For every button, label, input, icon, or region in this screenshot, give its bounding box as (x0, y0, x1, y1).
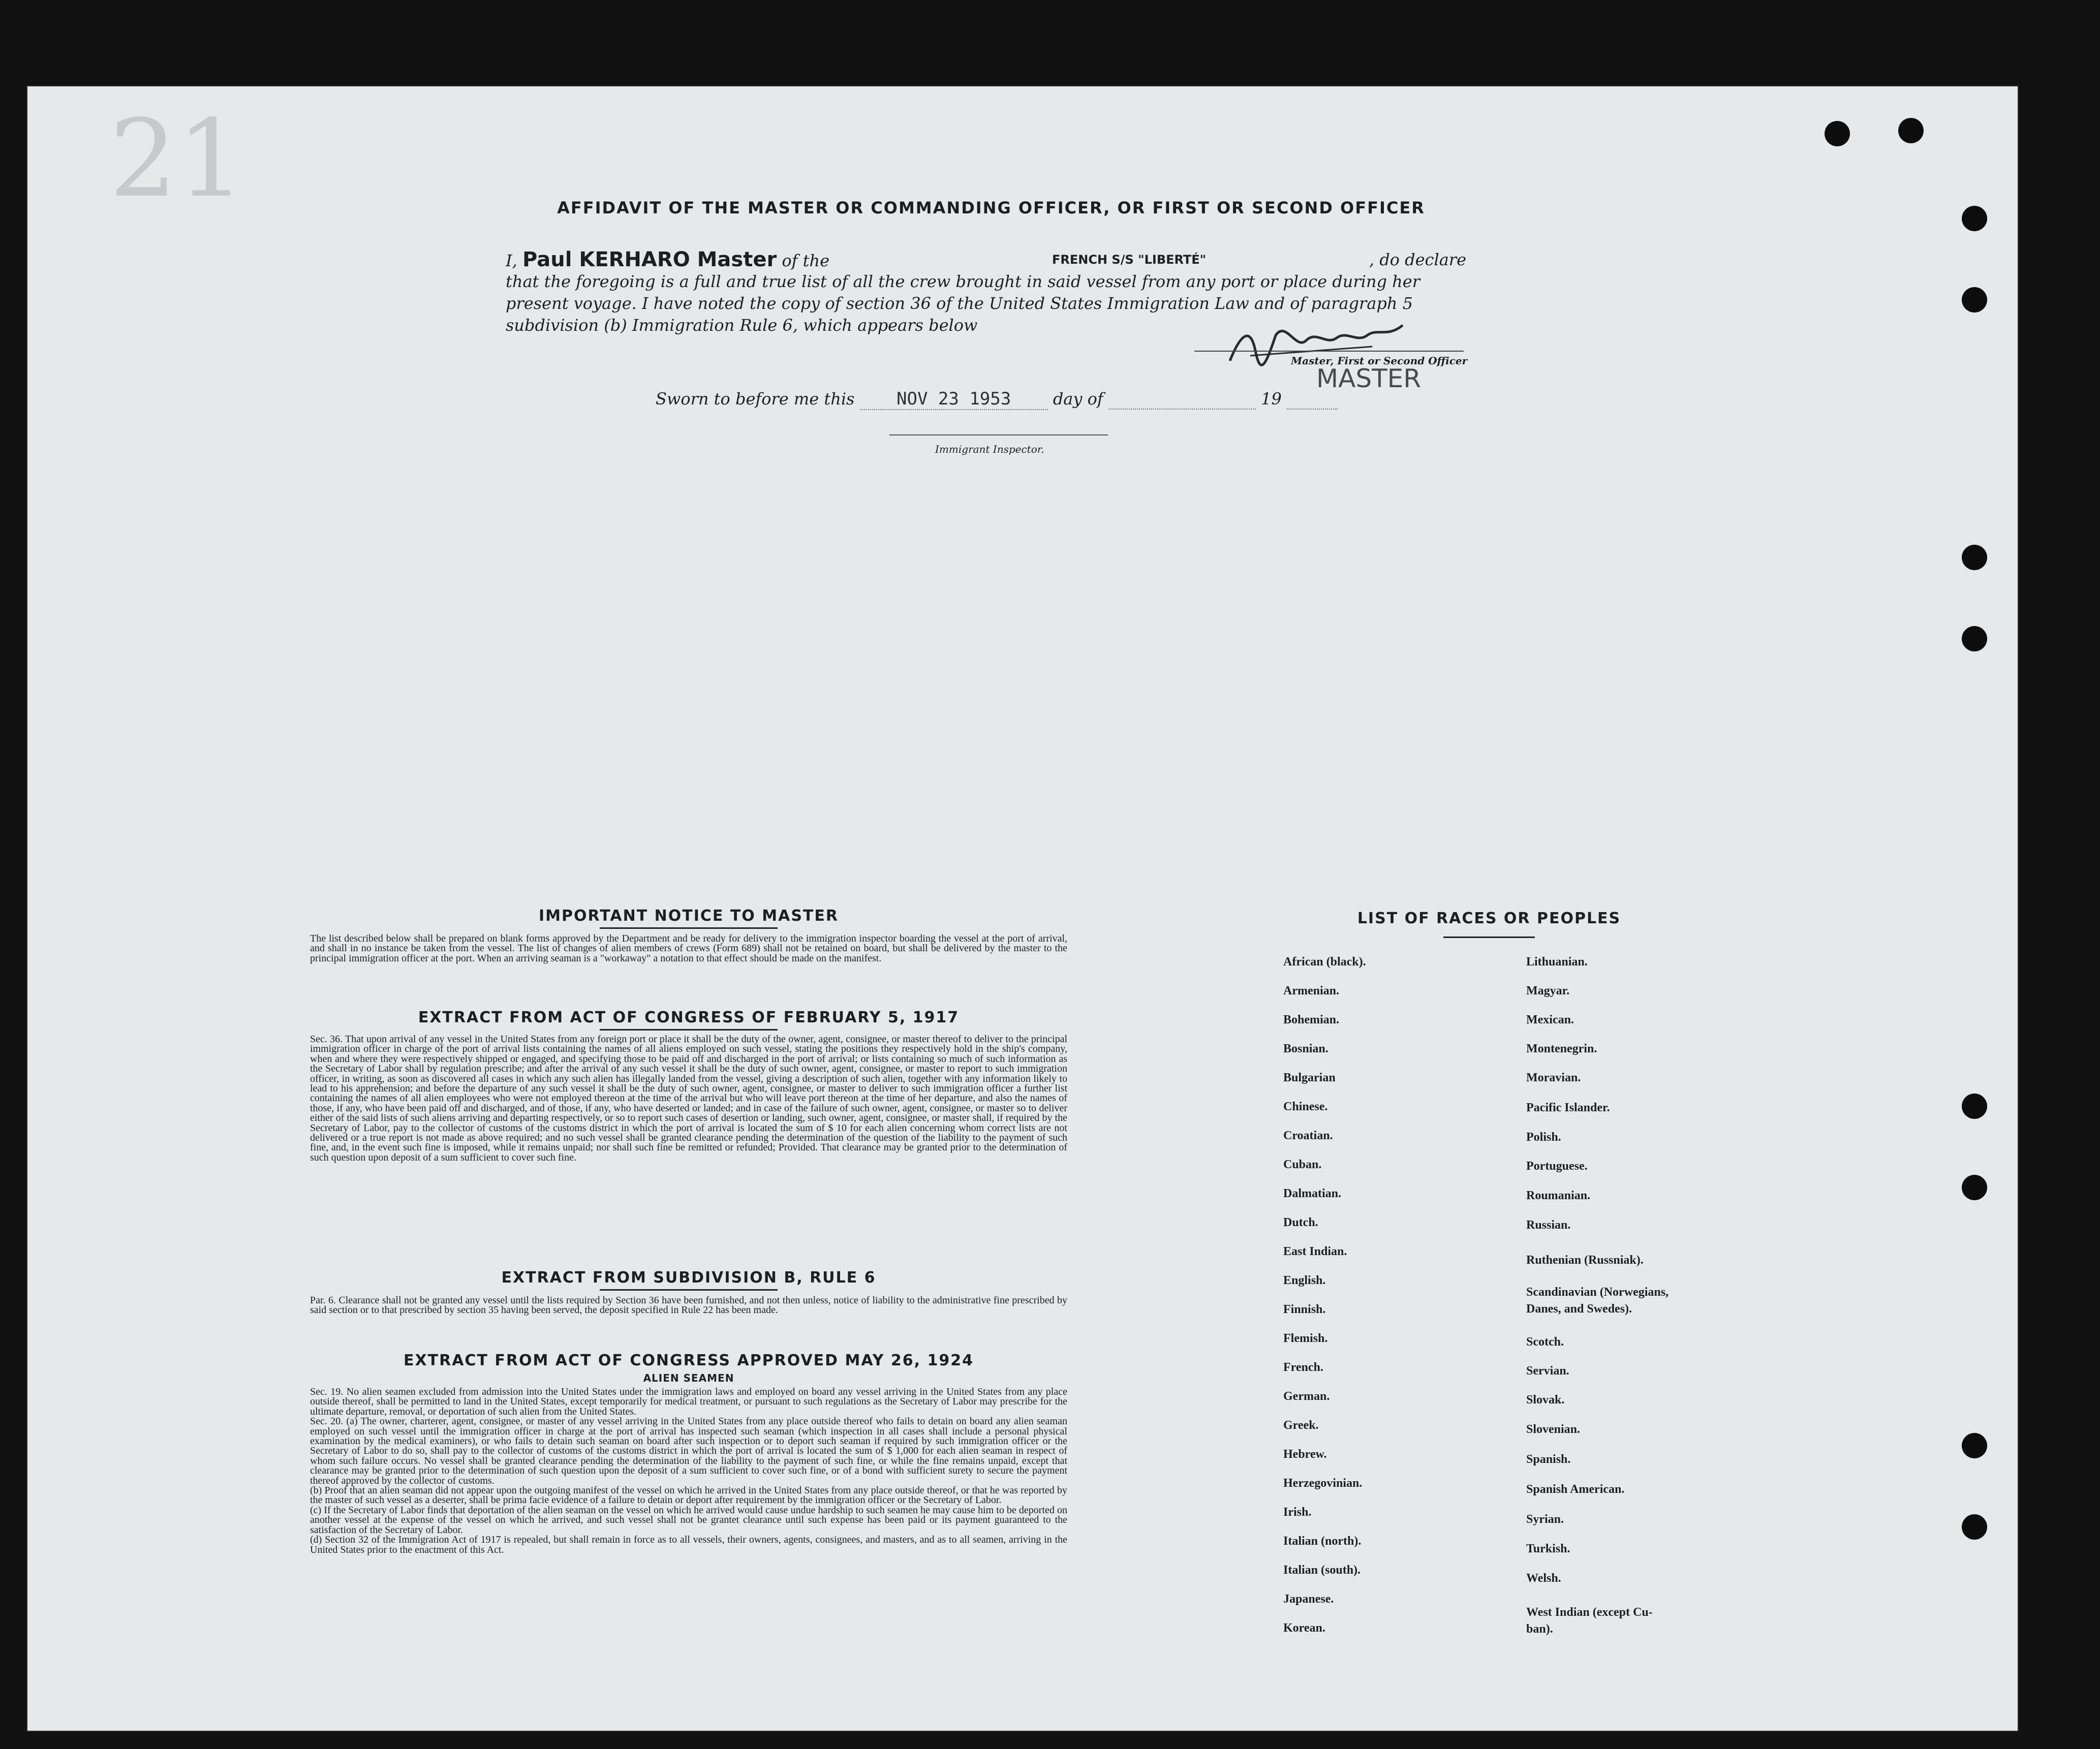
sec-20b: (b) Proof that an alien seaman did not appear upon the outgoing manifest of the vessel on which he arrived in the United States from any place outside thereof, or that he was reported by the master of such vessel as a deserter, shall be prima facie evidence of a failure to detain or deport after requirement by the immigration officer or the Secretary of Labor. (310, 1485, 1067, 1506)
vessel-name: FRENCH S/S "LIBERTÉ" (1052, 253, 1207, 267)
race-entry: Japanese. (1283, 1592, 1334, 1606)
race-entry: Italian (south). (1283, 1564, 1361, 1577)
i-word: I, (506, 251, 517, 270)
race-entry: Moravian. (1526, 1071, 1581, 1084)
race-entry: English. (1283, 1274, 1326, 1287)
sec-19: Sec. 19. No alien seamen excluded from admission into the United States under the immigration laws and employed on board any vessel arriving in the United States from any place outside thereof, shall be permitted to land in the United States, except temporarily for medical treatment, or pursuant to such regulations as the Secretary of Labor may prescribe for the ultimate departure, removal, or deportation of such alien from the United States. (310, 1386, 1067, 1417)
races-right-column (1526, 955, 1740, 1636)
inspector-caption: Immigrant Inspector. (935, 443, 1044, 455)
race-entry: German. (1283, 1390, 1330, 1403)
extract-1917-text: Sec. 36. That upon arrival of any vessel in the United States from any foreign port or place it shall be the duty of the owner, agent, consignee, or master thereof to deliver to the principal immigration officer in charge of the port of arrival lists containing the names of all aliens employed on such vessel, stating the positions they respectively hold in the ship's company, when and where they were respectively shipped or engaged, and specifying those to be paid off and discharged in the port of arrival; or lists containing so much of such information as the Secretary of Labor shall by regulation prescribe; and after the arrival of any such vessel it shall be the duty of such owner, agent, consignee, or master to report to such immigration officer, in writing, as soon as discovered all cases in which any such alien has illegally landed from the vessel, giving a description of such alien, together with any information likely to lead to his apprehension; and before the departure of any such vessel it shall be the duty of such owner, agent, consignee, or master to deliver to such immigration officer a further list containing the names of all alien employees who were not employed thereon at the time of the arrival but who will leave port thereon at the time of her departure, and also the names of those, if any, who have been paid off and discharged, and of those, if any, who have deserted or landed; and in case of the failure of such owner, agent, consignee, or master so to deliver either of the said lists of such aliens arriving and departing respectively, or so to report such cases of desertion or landing, such owner, agent, consignee, or master shall, if required by the Secretary of Labor, pay to the collector of customs of the customs district in which the port of arrival is located the sum of $ 10 for each alien concerning whom correct lists are not delivered or a true report is not made as above required; and no such vessel shall be granted clearance pending the determination of the question of the liability to the payment of such fine, and, in the event such fine is imposed, while it remains unpaid; nor shall such fine be remitted or refunded; Provided. That clearance may be granted prior to the determination of such question upon deposit of a sum sufficient to cover such fine. (310, 1034, 1067, 1163)
race-entry: Servian. (1526, 1364, 1569, 1378)
race-entry: Pacific Islander. (1526, 1101, 1610, 1114)
sworn-prefix: Sworn to before me this (656, 389, 855, 409)
race-entry: French. (1283, 1361, 1323, 1374)
extract-1917-title: EXTRACT FROM ACT OF CONGRESS OF FEBRUARY 5, 1917 (418, 1009, 960, 1026)
race-entry: Korean. (1283, 1621, 1325, 1635)
declaration-line: present voyage. I have noted the copy of section 36 of the United States Immigration Law and of paragraph 5 (506, 294, 1413, 313)
races-left-column (1283, 955, 1537, 1636)
affidavit-title: AFFIDAVIT OF THE MASTER OR COMMANDING OFFICER, OR FIRST OR SECOND OFFICER (557, 198, 1425, 217)
race-entry: Scotch. (1526, 1335, 1564, 1349)
race-entry: Roumanian. (1526, 1189, 1591, 1202)
race-entry: Armenian. (1283, 984, 1339, 997)
master-stamp: MASTER (1316, 364, 1421, 393)
race-entry: Dalmatian. (1283, 1187, 1341, 1200)
of-the: of the (782, 251, 830, 270)
race-entry: Welsh. (1526, 1572, 1561, 1585)
notice-text: The list described below shall be prepared on blank forms approved by the Department and be ready for delivery to the immigration inspector boarding the vessel at the port of arrival, and shall in no instance be taken from the vessel. The list of changes of alien members of crews (Form 689) shall not be retained on board, but shall be delivered by the master to the principal immigration officer at the port. When an arriving seaman is a "workaway" a notation to that effect should be made on the manifest. (310, 933, 1067, 964)
race-entry: East Indian. (1283, 1245, 1347, 1258)
declaration-line: that the foregoing is a full and true list of all the crew brought in said vessel from any port or place during her (506, 272, 1420, 291)
extract-rule6-text: Par. 6. Clearance shall not be granted any vessel until the lists required by Section 36 have been furnished, and not then unless, notice of liability to the administrative fine prescribed by said section or to that prescribed by section 35 having been served, the deposit specified in Rule 22 has been made. (310, 1295, 1067, 1316)
sec-20d: (d) Section 32 of the Immigration Act of 1917 is repealed, but shall remain in force as to all vessels, their owners, agents, consignees, and masters, and as to all seamen, arriving in the United States prior to the enactment of this Act. (310, 1534, 1067, 1555)
punch-hole (1962, 1094, 1987, 1119)
race-entry: Croatian. (1283, 1129, 1333, 1142)
punch-hole (1962, 206, 1987, 231)
extract-1924-title: EXTRACT FROM ACT OF CONGRESS APPROVED MAY 26, 1924 (404, 1352, 974, 1369)
race-entry: Dutch. (1283, 1216, 1318, 1229)
day-of: day of (1053, 389, 1103, 409)
signature-caption: Master, First or Second Officer (1291, 355, 1468, 367)
punch-hole (1962, 545, 1987, 570)
race-entry: Danes, and Swedes). (1526, 1302, 1632, 1316)
punch-hole (1962, 626, 1987, 651)
extract-1924-text (310, 1387, 1067, 1555)
race-entry: Scandinavian (Norwegians, (1526, 1286, 1669, 1299)
race-entry: Mexican. (1526, 1013, 1574, 1026)
race-entry: African (black). (1283, 955, 1366, 969)
race-entry: Russian. (1526, 1219, 1571, 1232)
sworn-line (656, 389, 1338, 410)
signature-line (1194, 351, 1464, 352)
divider (600, 1289, 778, 1291)
race-entry: Irish. (1283, 1506, 1312, 1519)
race-entry: Spanish American. (1526, 1483, 1625, 1496)
race-entry: Ruthenian (Russniak). (1526, 1254, 1644, 1267)
divider (1443, 936, 1535, 938)
page-number: 21 (109, 97, 245, 221)
race-entry: Magyar. (1526, 984, 1570, 997)
race-entry: Finnish. (1283, 1303, 1326, 1316)
race-entry: Greek. (1283, 1419, 1319, 1432)
race-entry: Bosnian. (1283, 1042, 1329, 1055)
punch-hole (1962, 1514, 1987, 1540)
race-entry: Slovenian. (1526, 1423, 1581, 1436)
race-entry: Bulgarian (1283, 1071, 1336, 1084)
race-entry: Flemish. (1283, 1332, 1328, 1345)
race-entry: Slovak. (1526, 1393, 1565, 1407)
do-declare: , do declare (1369, 250, 1466, 269)
race-entry: Turkish. (1526, 1542, 1570, 1555)
punch-hole (1962, 1175, 1987, 1200)
race-entry: Portuguese. (1526, 1160, 1588, 1173)
race-entry: Bohemian. (1283, 1013, 1340, 1026)
sworn-date-stamp: NOV 23 1953 (860, 389, 1048, 410)
race-entry: West Indian (except Cu- (1526, 1606, 1653, 1619)
extract-rule6-title: EXTRACT FROM SUBDIVISION B, RULE 6 (501, 1269, 876, 1287)
inspector-signature-line (889, 434, 1108, 435)
divider (600, 927, 778, 929)
punch-hole (1825, 121, 1850, 146)
race-entry: Montenegrin. (1526, 1042, 1597, 1055)
race-entry: Syrian. (1526, 1513, 1564, 1526)
year-prefix: 19 (1261, 389, 1282, 409)
race-entry: Lithuanian. (1526, 955, 1588, 969)
race-entry: Spanish. (1526, 1453, 1571, 1466)
master-name: Paul KERHARO Master (522, 248, 777, 271)
punch-hole (1898, 118, 1924, 143)
race-entry: Cuban. (1283, 1158, 1322, 1171)
race-entry: Chinese. (1283, 1100, 1328, 1113)
punch-hole (1962, 287, 1987, 313)
race-entry: Hebrew. (1283, 1448, 1327, 1461)
sec-20c: (c) If the Secretary of Labor finds that deportation of the alien seaman on the vessel on which he arrived would cause undue hardship to such seamen he may cause him to be deported on another vessel at the expense of the vessel on which he arrived, and such vessel shall not be grantet clearance until such expense has been paid or its payment guaranteed to the satisfaction of the Secretary of Labor. (310, 1504, 1067, 1536)
sec-20a: Sec. 20. (a) The owner, charterer, agent, consignee, or master of any vessel arriving in the United States from any place outside thereof who fails to detain on board any alien seaman employed on such vessel until the immigration officer in charge at the port of arrival has inspected such seaman (which inspection in all cases shall include a personal physical examination by the medical examiners), or who fails to detain such seaman on board after such inspection or to deport such seaman if required by such immigration officer or the Secretary of Labor to do so, shall pay to the collector of customs of the customs district in which the port of arrival is located the sum of $ 1,000 for each alien seaman in respect of whom such failure occurs. No vessel shall be granted clearance pending the determination of the liability to the payment of such fine, or while the fine remains unpaid, except that clearance may be granted prior to the determination of such question upon the deposit of a sum sufficient to cover such fine, or of a bond with sufficient surety to secure the payment thereof approved by the collector of customs. (310, 1416, 1067, 1486)
race-entry: Polish. (1526, 1131, 1561, 1144)
declaration-line: subdivision (b) Immigration Rule 6, which appears below (506, 316, 978, 335)
divider (600, 1029, 778, 1030)
race-entry: Italian (north). (1283, 1535, 1362, 1548)
races-title: LIST OF RACES OR PEOPLES (1357, 910, 1621, 927)
extract-1924-subtitle: ALIEN SEAMEN (643, 1372, 734, 1384)
notice-title: IMPORTANT NOTICE TO MASTER (539, 907, 839, 925)
punch-hole (1962, 1433, 1987, 1458)
race-entry: ban). (1526, 1622, 1553, 1636)
race-entry: Herzegovinian. (1283, 1477, 1363, 1490)
